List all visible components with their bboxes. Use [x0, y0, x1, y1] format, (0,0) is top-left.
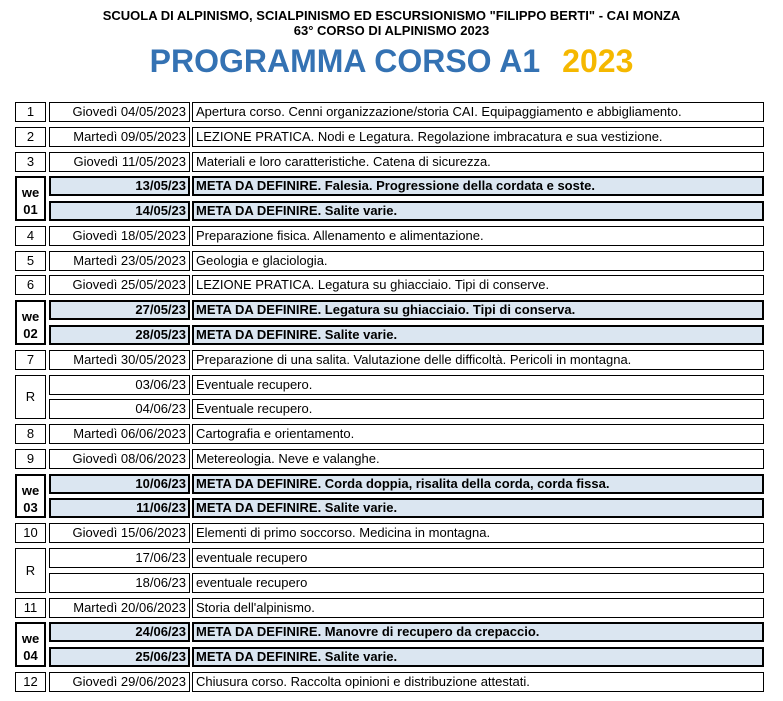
- recovery-date: 04/06/23: [49, 399, 190, 419]
- lesson-date: Giovedì 04/05/2023: [49, 102, 190, 122]
- weekend-date: 13/05/23: [49, 176, 190, 196]
- lesson-description: Geologia e glaciologia.: [192, 251, 764, 271]
- lesson-number: 3: [15, 152, 46, 172]
- weekend-date: 10/06/23: [49, 474, 190, 494]
- weekend-label: we: [21, 185, 40, 200]
- lesson-description: Chiusura corso. Raccolta opinioni e distribuzione attestati.: [192, 672, 764, 692]
- weekend-description: META DA DEFINIRE. Legatura su ghiacciaio. Tipi di conserva.: [192, 300, 764, 320]
- recovery-date: 03/06/23: [49, 375, 190, 395]
- lesson-date: Giovedì 08/06/2023: [49, 449, 190, 469]
- lesson-description: Elementi di primo soccorso. Medicina in montagna.: [192, 523, 764, 543]
- title-text: PROGRAMMA CORSO A1: [149, 43, 541, 79]
- weekend-label: we: [21, 483, 40, 498]
- lesson-number: 7: [15, 350, 46, 370]
- lesson-number: 6: [15, 275, 46, 295]
- lesson-number: 12: [15, 672, 46, 692]
- lesson-number: 5: [15, 251, 46, 271]
- weekend-group-label: [15, 622, 46, 667]
- weekend-number: 02: [23, 326, 38, 341]
- weekend-number: 04: [23, 648, 38, 663]
- recovery-description: Eventuale recupero.: [192, 399, 764, 419]
- weekend-number: 01: [23, 202, 38, 217]
- school-name: SCUOLA DI ALPINISMO, SCIALPINISMO ED ESCURSIONISMO "FILIPPO BERTI" - CAI MONZA: [102, 8, 681, 23]
- title-year: 2023: [562, 43, 634, 79]
- recovery-label: R: [25, 389, 36, 404]
- lesson-date: Giovedì 18/05/2023: [49, 226, 190, 246]
- lesson-number: 2: [15, 127, 46, 147]
- lesson-description: Cartografia e orientamento.: [192, 424, 764, 444]
- weekend-label: we: [21, 309, 40, 324]
- weekend-date: 14/05/23: [49, 201, 190, 221]
- lesson-description: Metereologia. Neve e valanghe.: [192, 449, 764, 469]
- weekend-description: META DA DEFINIRE. Salite varie.: [192, 201, 764, 221]
- lesson-description: Storia dell'alpinismo.: [192, 598, 764, 618]
- recovery-description: Eventuale recupero.: [192, 375, 764, 395]
- weekend-date: 11/06/23: [49, 498, 190, 518]
- weekend-number: 03: [23, 500, 38, 515]
- weekend-group-label: [15, 300, 46, 345]
- weekend-description: META DA DEFINIRE. Falesia. Progressione della cordata e soste.: [192, 176, 764, 196]
- course-edition: 63° CORSO DI ALPINISMO 2023: [293, 23, 490, 38]
- lesson-date: Giovedì 15/06/2023: [49, 523, 190, 543]
- weekend-description: META DA DEFINIRE. Salite varie.: [192, 325, 764, 345]
- weekend-description: META DA DEFINIRE. Salite varie.: [192, 498, 764, 518]
- lesson-date: Martedì 06/06/2023: [49, 424, 190, 444]
- lesson-date: Giovedì 29/06/2023: [49, 672, 190, 692]
- lesson-date: Giovedì 11/05/2023: [49, 152, 190, 172]
- weekend-label: we: [21, 631, 40, 646]
- weekend-group-label: [15, 176, 46, 221]
- lesson-description: Materiali e loro caratteristiche. Catena di sicurezza.: [192, 152, 764, 172]
- recovery-date: 18/06/23: [49, 573, 190, 593]
- lesson-number: 10: [15, 523, 46, 543]
- lesson-number: 9: [15, 449, 46, 469]
- recovery-group-label: [15, 375, 46, 419]
- lesson-date: Giovedì 25/05/2023: [49, 275, 190, 295]
- lesson-number: 8: [15, 424, 46, 444]
- lesson-number: 1: [15, 102, 46, 122]
- recovery-group-label: [15, 548, 46, 593]
- weekend-group-label: [15, 474, 46, 518]
- lesson-date: Martedì 09/05/2023: [49, 127, 190, 147]
- recovery-label: R: [25, 563, 36, 578]
- lesson-date: Martedì 30/05/2023: [49, 350, 190, 370]
- lesson-description: Preparazione di una salita. Valutazione delle difficoltà. Pericoli in montagna.: [192, 350, 764, 370]
- lesson-description: LEZIONE PRATICA. Legatura su ghiacciaio. Tipi di conserve.: [192, 275, 764, 295]
- recovery-description: eventuale recupero: [192, 548, 764, 568]
- weekend-date: 28/05/23: [49, 325, 190, 345]
- recovery-date: 17/06/23: [49, 548, 190, 568]
- lesson-date: Martedì 23/05/2023: [49, 251, 190, 271]
- lesson-description: LEZIONE PRATICA. Nodi e Legatura. Regolazione imbracatura e sua vestizione.: [192, 127, 764, 147]
- weekend-date: 24/06/23: [49, 622, 190, 642]
- weekend-date: 25/06/23: [49, 647, 190, 667]
- weekend-description: META DA DEFINIRE. Salite varie.: [192, 647, 764, 667]
- lesson-date: Martedì 20/06/2023: [49, 598, 190, 618]
- lesson-number: 4: [15, 226, 46, 246]
- recovery-description: eventuale recupero: [192, 573, 764, 593]
- weekend-description: META DA DEFINIRE. Manovre di recupero da crepaccio.: [192, 622, 764, 642]
- weekend-description: META DA DEFINIRE. Corda doppia, risalita della corda, corda fissa.: [192, 474, 764, 494]
- lesson-description: Preparazione fisica. Allenamento e alimentazione.: [192, 226, 764, 246]
- weekend-date: 27/05/23: [49, 300, 190, 320]
- lesson-description: Apertura corso. Cenni organizzazione/storia CAI. Equipaggiamento e abbigliamento.: [192, 102, 764, 122]
- lesson-number: 11: [15, 598, 46, 618]
